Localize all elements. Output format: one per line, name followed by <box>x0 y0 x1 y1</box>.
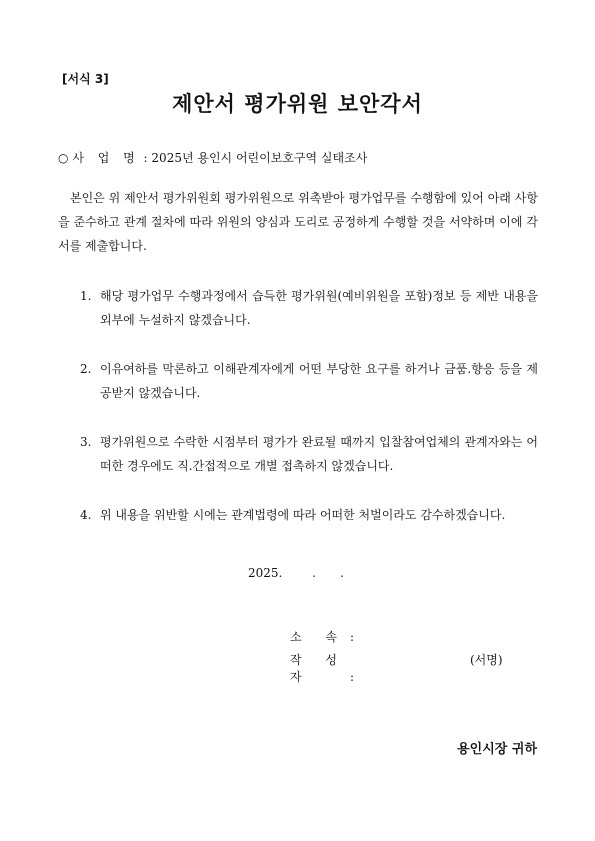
clause-text: 이유여하를 막론하고 이해관계자에게 어떤 부당한 요구를 하거나 금품.향응 등을 제공받지 않겠습니다. <box>100 362 538 400</box>
pledge-clause <box>80 430 538 478</box>
clause-number: 3. <box>80 435 92 449</box>
project-name-label: 사 업 명 <box>72 151 140 165</box>
affiliation-label: 소 속 <box>290 630 347 644</box>
pledge-clause <box>80 503 538 527</box>
project-name-line <box>58 149 367 166</box>
author-colon: : <box>350 670 355 684</box>
pledge-clause-list <box>80 284 538 552</box>
circle-bullet-icon: ○ <box>58 151 69 165</box>
clause-text: 위 내용을 위반할 시에는 관계법령에 따라 어떠한 처벌이라도 감수하겠습니다. <box>100 508 506 522</box>
affiliation-row <box>290 628 354 645</box>
form-number-label: [서식 3] <box>62 72 109 86</box>
clause-number: 4. <box>80 508 92 522</box>
affiliation-colon: : <box>350 630 355 644</box>
clause-number: 2. <box>80 362 92 376</box>
signature-mark: (서명) <box>470 653 503 667</box>
date-month: . <box>312 566 316 580</box>
clause-number: 1. <box>80 289 92 303</box>
date-day: . <box>340 566 344 580</box>
pledge-clause <box>80 284 538 332</box>
author-label: 작 성 자 <box>290 653 347 684</box>
pledge-clause <box>80 357 538 405</box>
document-title: 제안서 평가위원 보안각서 <box>172 92 423 116</box>
date-year: 2025. <box>248 566 283 580</box>
clause-text: 평가위원으로 수락한 시점부터 평가가 완료될 때까지 입찰참여업체의 관계자와는 어떠한 경우에도 직.간접적으로 개별 접촉하지 않겠습니다. <box>100 435 538 473</box>
project-name-value: 2025년 용인시 어린이보호구역 실태조사 <box>151 151 368 165</box>
project-name-separator: : <box>143 151 148 165</box>
pledge-intro-paragraph: 본인은 위 제안서 평가위원회 평가위원으로 위촉받아 평가업무를 수행함에 있어 아래 사항을 준수하고 관계 절차에 따라 위원의 양심과 도리로 공정하게 수행할 것을 서약하며 이에 각서를 제출합니다. <box>58 191 538 253</box>
addressee: 용인시장 귀하 <box>457 742 537 757</box>
date-line <box>248 566 344 580</box>
author-row <box>290 651 354 685</box>
clause-text: 해당 평가업무 수행과정에서 습득한 평가위원(예비위원을 포함)정보 등 제반 내용을 외부에 누설하지 않겠습니다. <box>100 289 538 327</box>
